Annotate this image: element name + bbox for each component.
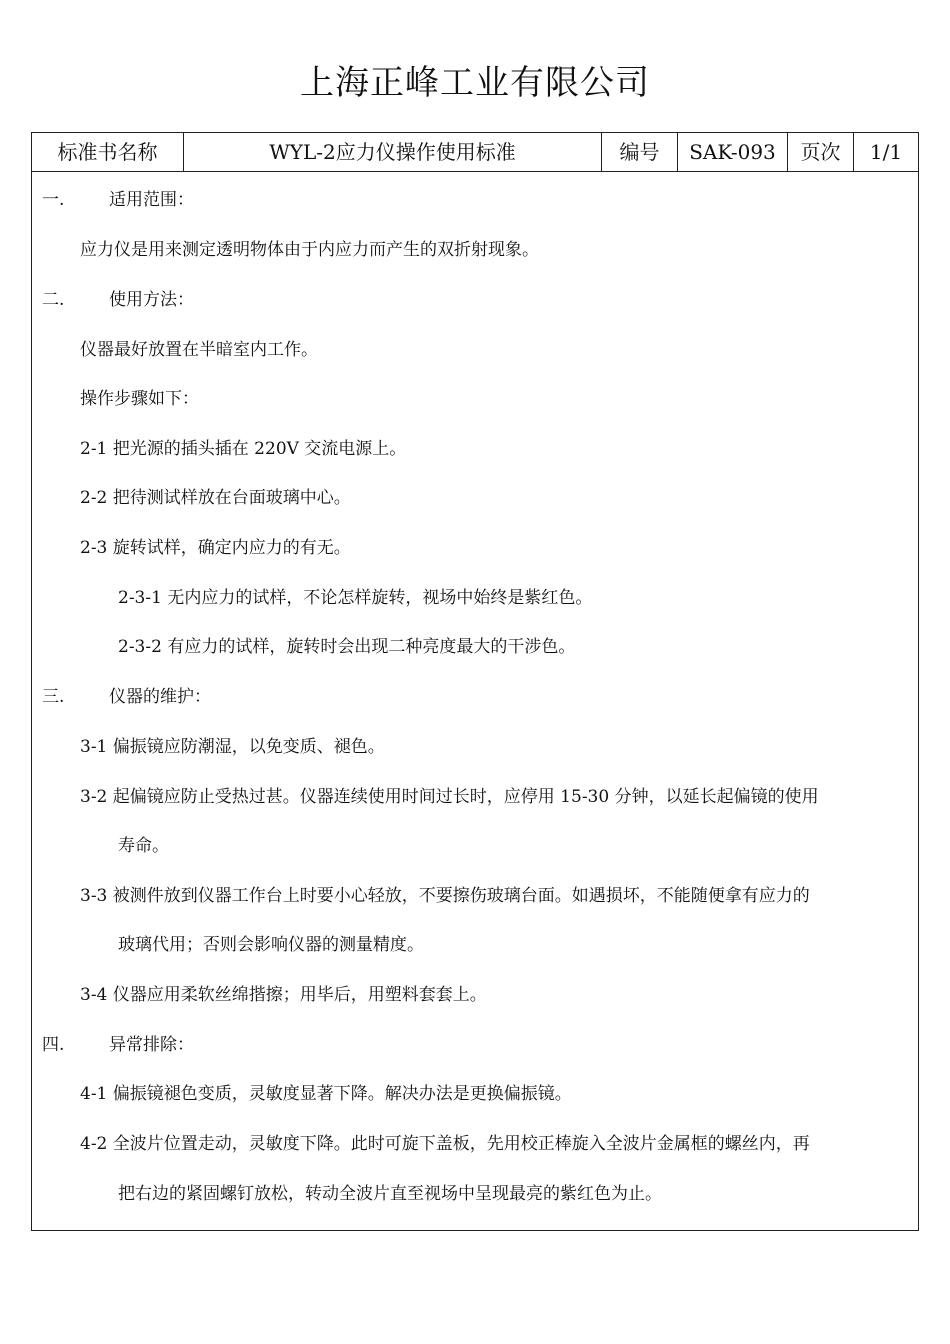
section-number: 三. [42, 687, 65, 707]
sub-step-item: 2-3-1 无内应力的试样，不论怎样旋转，视场中始终是紫红色。 [118, 588, 593, 608]
list-item: 3-2 起偏镜应防止受热过甚。仪器连续使用时间过长时，应停用 15-30 分钟，以延长起偏镜的使用 [80, 787, 819, 807]
section-number: 二. [42, 290, 65, 310]
section-title: 使用方法： [109, 290, 194, 310]
section-title: 异常排除： [109, 1035, 194, 1055]
list-item: 3-1 偏振镜应防潮湿，以免变质、褪色。 [80, 737, 385, 757]
page-value: 1/1 [869, 140, 903, 164]
page-label: 页次 [788, 133, 854, 171]
list-item-continuation: 把右边的紧固螺钉放松，转动全波片直至视场中呈现最亮的紫红色为止。 [118, 1184, 662, 1204]
step-item: 2-1 把光源的插头插在 220V 交流电源上。 [80, 439, 407, 459]
sub-step-item: 2-3-2 有应力的试样，旋转时会出现二种亮度最大的干涉色。 [118, 637, 576, 657]
paragraph: 操作步骤如下： [80, 389, 199, 409]
section-title: 仪器的维护： [109, 687, 211, 707]
list-item: 3-3 被测件放到仪器工作台上时要小心轻放，不要擦伤玻璃台面。如遇损坏，不能随便拿有应力的 [80, 886, 810, 906]
section-title: 适用范围： [109, 190, 194, 210]
standard-name-label: 标准书名称 [32, 133, 184, 171]
paragraph: 仪器最好放置在半暗室内工作。 [80, 340, 318, 360]
list-item-continuation: 玻璃代用；否则会影响仪器的测量精度。 [118, 935, 424, 955]
company-title: 上海正峰工业有限公司 [300, 63, 650, 103]
standard-name-value: WYL-2应力仪操作使用标准 [184, 133, 602, 171]
list-item: 4-2 全波片位置走动，灵敏度下降。此时可旋下盖板，先用校正棒旋入全波片金属框的螺丝内，再 [80, 1134, 810, 1154]
code-value: SAK-093 [678, 133, 788, 171]
list-item: 4-1 偏振镜褪色变质，灵敏度显著下降。解决办法是更换偏振镜。 [80, 1084, 572, 1104]
paragraph: 应力仪是用来测定透明物体由于内应力而产生的双折射现象。 [80, 240, 539, 260]
section-number: 四. [42, 1035, 65, 1055]
code-label: 编号 [602, 133, 678, 171]
step-item: 2-3 旋转试样，确定内应力的有无。 [80, 538, 351, 558]
header-table [32, 133, 918, 172]
list-item-continuation: 寿命。 [118, 836, 169, 856]
document-frame [31, 132, 919, 1231]
section-number: 一. [42, 190, 65, 210]
list-item: 3-4 仪器应用柔软丝绵揩擦；用毕后，用塑料套套上。 [80, 985, 487, 1005]
step-item: 2-2 把待测试样放在台面玻璃中心。 [80, 488, 351, 508]
